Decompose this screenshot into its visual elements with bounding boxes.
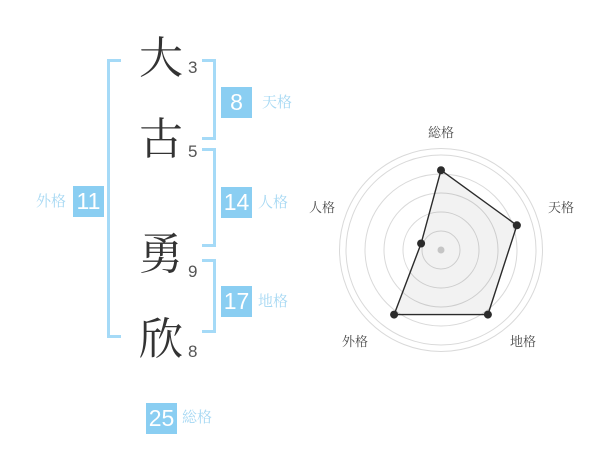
soukaku-value-badge: 25 (146, 403, 177, 434)
gaikaku-label: 外格 (36, 193, 67, 210)
radar-data-point (417, 240, 425, 248)
stroke-count-2: 5 (188, 142, 198, 161)
name-character-3: 勇 (139, 230, 183, 279)
radar-series-polygon (394, 170, 517, 314)
name-character-4: 欣 (139, 315, 183, 364)
name-character-2: 古 (139, 115, 183, 164)
tenkaku-value-badge: 8 (221, 87, 252, 118)
radar-data-point (390, 311, 398, 319)
radar-data-point (513, 221, 521, 229)
gaikaku-value-badge: 11 (73, 186, 104, 217)
jinkaku-bracket (202, 148, 216, 247)
radar-axis-label: 外格 (341, 334, 368, 349)
stroke-count-1: 3 (188, 58, 198, 77)
radar-axis-label: 地格 (510, 334, 537, 349)
stroke-count-3: 9 (188, 262, 198, 281)
jinkaku-value-badge: 14 (221, 187, 252, 218)
name-character-1: 大 (139, 34, 183, 83)
jinkaku-label: 人格 (258, 194, 289, 211)
radar-chart (295, 118, 595, 363)
tenkaku-label: 天格 (262, 94, 293, 111)
radar-axis-label: 天格 (548, 200, 575, 215)
chikaku-bracket (202, 259, 216, 333)
radar-data-point (437, 166, 445, 174)
radar-axis-label: 総格 (427, 125, 455, 140)
soukaku-label: 総格 (182, 409, 213, 426)
stroke-count-4: 8 (188, 342, 198, 361)
gaikaku-bracket (107, 59, 121, 338)
tenkaku-bracket (202, 59, 216, 140)
chikaku-label: 地格 (258, 293, 289, 310)
radar-axis-label: 人格 (308, 200, 335, 215)
radar-center-dot (438, 247, 445, 254)
radar-data-point (484, 311, 492, 319)
chikaku-value-badge: 17 (221, 286, 252, 317)
